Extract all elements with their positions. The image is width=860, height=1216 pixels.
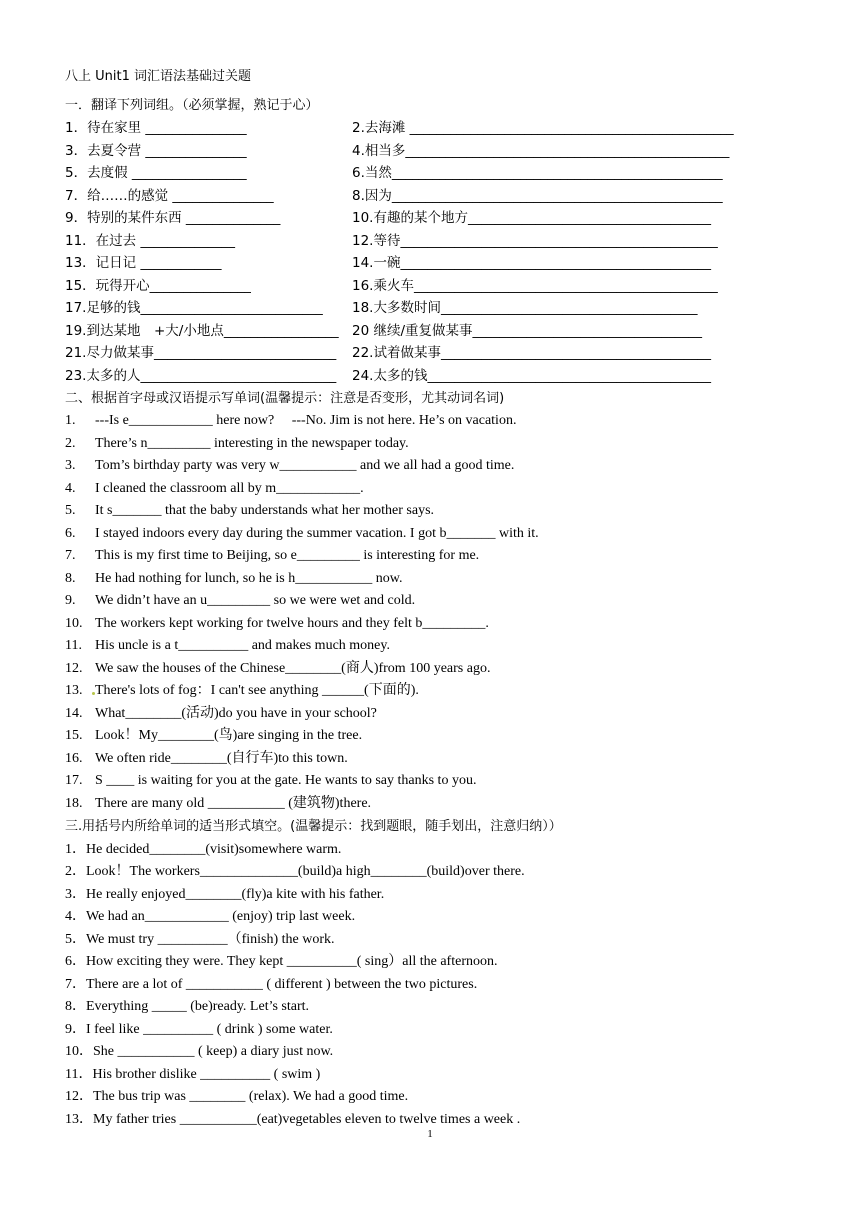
vocab-item: 9．特别的某件东西 ______________ [65, 210, 281, 226]
exercise-item: 12．The bus trip was ________ (relax). We had a good time. [65, 1089, 409, 1104]
vocab-item: 2.去海滩 ________________________________________________ [352, 120, 734, 136]
vocab-item: 6.当然_________________________________________________ [352, 165, 723, 181]
exercise-item: 18. There are many old ___________ (建筑物)there. [65, 796, 372, 811]
exercise-item: 8. He had nothing for lunch, so he is h___________ now. [65, 571, 403, 586]
exercise-item: 6. I stayed indoors every day during the summer vacation. I got b_______ with it. [65, 526, 539, 541]
section1-heading: 一．翻译下列词组。（必须掌握，熟记于心） [65, 98, 319, 113]
exercise-item: 7. This is my first time to Beijing, so e_________ is interesting for me. [65, 548, 480, 563]
exercise-item: 17. S ____ is waiting for you at the gate. He wants to say thanks to you. [65, 773, 477, 788]
vocab-item: 10.有趣的某个地方____________________________________ [352, 210, 711, 226]
exercise-item: 14. What________(活动)do you have in your school? [65, 706, 377, 721]
vocab-item: 23.太多的人_____________________________ [65, 368, 337, 384]
vocab-item: 17.足够的钱___________________________ [65, 300, 323, 316]
vocab-item: 18.大多数时间______________________________________ [352, 300, 698, 316]
vocab-item: 8.因为_________________________________________________ [352, 188, 723, 204]
exercise-item: 2. There’s n_________ interesting in the newspaper today. [65, 436, 409, 451]
exercise-item: 16. We often ride________(自行车)to this town. [65, 751, 348, 766]
vocab-item: 4.相当多________________________________________________ [352, 143, 730, 159]
exercise-item: 12. We saw the houses of the Chinese________(商人)from 100 years ago. [65, 661, 491, 676]
exercise-item: 1．He decided________(visit)somewhere warm. [65, 842, 342, 857]
vocab-item: 13．记日记 ____________ [65, 255, 222, 271]
vocab-item: 15．玩得开心_______________ [65, 278, 251, 294]
vocab-item: 11．在过去 ______________ [65, 233, 235, 249]
section3-heading: 三.用括号内所给单词的适当形式填空。(温馨提示：找到题眼，随手划出，注意归纳）） [65, 819, 562, 834]
stray-mark [92, 692, 95, 695]
vocab-item: 20 继续/重复做某事__________________________________ [352, 323, 703, 339]
section2-heading: 二、根据首字母或汉语提示写单词(温馨提示：注意是否变形，尤其动词名词) [65, 391, 505, 406]
vocab-item: 1．待在家里 _______________ [65, 120, 247, 136]
exercise-item: 7．There are a lot of ___________ ( different ) between the two pictures. [65, 977, 478, 992]
exercise-item: 13. There's lots of fog：I can't see anything ______(下面的). [65, 683, 419, 698]
exercise-item: 11．His brother dislike __________ ( swim ) [65, 1067, 321, 1082]
exercise-item: 1. ---Is e____________ here now? ---No. Jim is not here. He’s on vacation. [65, 413, 517, 428]
vocab-item: 5．去度假 _________________ [65, 165, 247, 181]
exercise-item: 15. Look！My________(鸟)are singing in the tree. [65, 728, 363, 743]
exercise-item: 11. His uncle is a t__________ and makes much money. [65, 638, 390, 653]
exercise-item: 9．I feel like __________ ( drink ) some water. [65, 1022, 333, 1037]
vocab-item: 19.到达某地 +大/小地点_________________ [65, 323, 339, 339]
vocab-item: 24.太多的钱__________________________________________ [352, 368, 711, 384]
exercise-item: 9. We didn’t have an u_________ so we were wet and cold. [65, 593, 416, 608]
exercise-item: 3．He really enjoyed________(fly)a kite with his father. [65, 887, 385, 902]
exercise-item: 10．She ___________ ( keep) a diary just now. [65, 1044, 334, 1059]
exercise-item: 4. I cleaned the classroom all by m____________. [65, 481, 364, 496]
page-number: 1 [427, 1128, 433, 1140]
exercise-item: 2．Look！The workers______________(build)a high________(build)over there. [65, 864, 525, 879]
vocab-item: 3．去夏令营 _______________ [65, 143, 247, 159]
exercise-item: 5．We must try __________（finish) the work. [65, 932, 335, 947]
vocab-item: 12.等待_______________________________________________ [352, 233, 718, 249]
document-title: 八上 Unit1 词汇语法基础过关题 [65, 69, 251, 84]
vocab-item: 21.尽力做某事___________________________ [65, 345, 337, 361]
exercise-item: 4．We had an____________ (enjoy) trip last week. [65, 909, 356, 924]
exercise-item: 8．Everything _____ (be)ready. Let’s start. [65, 999, 310, 1014]
vocab-item: 7．给……的感觉 _______________ [65, 188, 274, 204]
exercise-item: 6．How exciting they were. They kept __________( sing）all the afternoon. [65, 954, 498, 969]
exercise-item: 13．My father tries ___________(eat)vegetables eleven to twelve times a week . [65, 1112, 521, 1127]
exercise-item: 10. The workers kept working for twelve hours and they felt b_________. [65, 616, 489, 631]
vocab-item: 22.试着做某事________________________________________ [352, 345, 711, 361]
vocab-item: 14.一碗______________________________________________ [352, 255, 711, 271]
vocab-item: 16.乘火车_____________________________________________ [352, 278, 718, 294]
exercise-item: 3. Tom’s birthday party was very w___________ and we all had a good time. [65, 458, 515, 473]
exercise-item: 5. It s_______ that the baby understands what her mother says. [65, 503, 435, 518]
